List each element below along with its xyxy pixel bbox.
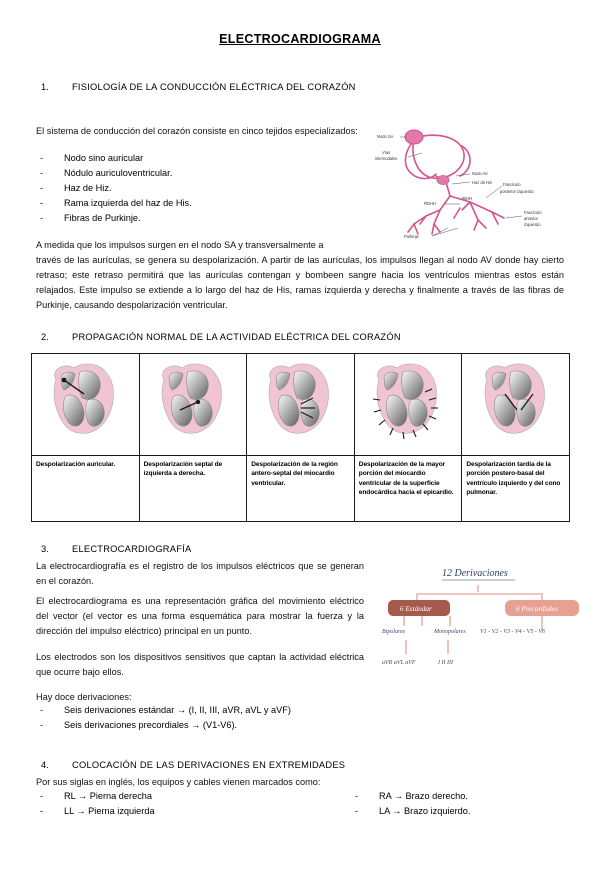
dash-bullet: - <box>40 153 44 163</box>
depolarization-panels-table <box>31 353 570 522</box>
list-item <box>0 181 340 196</box>
dash-bullet: - <box>40 182 44 193</box>
panel-figure-4 <box>354 354 462 456</box>
list-item-label: Rama izquierda del haz de His. <box>64 197 192 208</box>
monopolar-leads-label: aVR aVL aVF <box>382 660 416 666</box>
dash-bullet: - <box>40 167 44 178</box>
monopolar-label: Monopolares <box>434 629 466 635</box>
section4-list-left <box>0 789 300 819</box>
section3-paragraph-2: El electrocardiograma es una representación gráfica del movimiento eléctrico del vector (el vector es una forma esquemática para mostrar la fuerza y la dirección del impulso eléctrico) principal en un punto. <box>36 596 364 636</box>
panel-figure-3 <box>247 354 355 456</box>
label-left-bundle: RIHH <box>462 196 473 201</box>
panel-caption-4: Despolarización de la mayor porción del miocardio ventricular de la superficie endocárdica hacia el epicardio. <box>354 456 462 522</box>
table-row-figures <box>32 354 570 456</box>
list-item <box>0 789 300 804</box>
label-sa-node: Nodo SA <box>377 134 394 139</box>
label-av-node: Nodo AV <box>472 171 488 176</box>
section1-paragraph-2-line1: A medida que los impulsos surgen en el nodo SA y transversalmente a <box>36 240 324 250</box>
list-item <box>0 166 340 181</box>
section-heading-1 <box>0 82 600 92</box>
section-title-2: PROPAGACIÓN NORMAL DE LA ACTIVIDAD ELÉCTRICA DEL CORAZÓN <box>72 332 401 342</box>
label-right-bundle: RDHH <box>424 201 436 206</box>
label-internodal-1: Vías <box>382 150 391 155</box>
list-item <box>300 804 600 819</box>
panel-caption-3: Despolarización de la región antero-septal del miocardio ventricular. <box>247 456 355 522</box>
heart-icon-1 <box>40 358 130 446</box>
section4-paragraph-1: Por sus siglas en inglés, los equipos y cables vienen marcados como: <box>36 777 321 787</box>
heart-icon-4 <box>363 358 453 446</box>
dash-bullet: - <box>355 791 359 801</box>
list-item-label: Nódulo auriculoventricular. <box>64 167 173 178</box>
av-node-marker <box>437 176 449 185</box>
label-left-ant-fascicle-2: anterior <box>524 216 538 221</box>
dash-bullet: - <box>40 805 44 816</box>
precordial-derivations-label: 6 Precordiales <box>516 605 558 613</box>
list-item-label: LA → Brazo izquierdo. <box>379 805 471 816</box>
section1-paragraph-2-rest: través de las aurículas, se genera su despolarización. A partir de las aurículas, los impulsos llegan al nodo AV donde hay cierto retraso; este retraso permitirá que las aurículas contengan y bombeen sangre hacia los ventrículos mientras estos están relajados. Este impulso se extiende a lo largo del haz de His, ramas izquierda y derecha y finalmente a través de las fibras de Purkinje, causando despolarización ventricular. <box>36 254 564 310</box>
section3-paragraph-1: La electrocardiografía es el registro de los impulsos eléctricos que se generan en el corazón. <box>36 561 364 586</box>
panel-caption-5: Despolarización tardía de la porción postero-basal del ventrículo izquierdo y del cono pulmonar. <box>462 456 570 522</box>
dash-bullet: - <box>40 719 44 730</box>
sa-node-marker <box>405 130 423 144</box>
dash-bullet: - <box>40 791 44 801</box>
section-number-2: 2. <box>41 332 49 342</box>
list-item <box>0 718 340 733</box>
twelve-derivations-diagram <box>382 560 596 685</box>
list-item <box>300 789 600 804</box>
panel-caption-2: Despolarización septal de izquierda a derecha. <box>139 456 247 522</box>
list-item <box>0 211 340 226</box>
list-item <box>0 703 340 718</box>
panel-figure-2 <box>139 354 247 456</box>
label-left-post-fascicle-2: posterior izquierdo <box>500 189 534 194</box>
list-item <box>0 804 300 819</box>
section4-electrode-columns <box>0 789 600 819</box>
label-left-post-fascicle-1: Fascículo <box>503 182 521 187</box>
section4-list-right <box>300 789 600 819</box>
section-heading-3 <box>0 544 191 554</box>
precordial-leads-label: V1 - V2 - V3 - V4 - V5 - V6 <box>480 629 545 635</box>
conduction-labels <box>375 134 542 239</box>
list-item-label: RL → Pierna derecha <box>64 791 153 801</box>
label-purkinje: Purkinje <box>404 234 419 239</box>
section3-paragraph-3: Los electrodos son los dispositivos sensitivos que captan la actividad eléctrica que ocurre bajo ellos. <box>36 652 364 677</box>
list-item-label: Haz de Hiz. <box>64 182 112 193</box>
derivations-svg <box>382 560 596 685</box>
heart-icon-5 <box>471 358 561 446</box>
list-item-label: LL → Pierna izquierda <box>64 805 155 816</box>
list-item <box>0 151 340 166</box>
list-item-label: Fibras de Purkinje. <box>64 212 141 223</box>
section3-paragraph-4: Hay doce derivaciones: <box>36 692 132 702</box>
bipolar-label: Bipolares <box>382 629 406 635</box>
dash-bullet: - <box>40 705 44 715</box>
derivations-title: 12 Derivaciones <box>442 568 508 579</box>
label-his-bundle: Haz de His <box>472 180 493 185</box>
section1-paragraph-2 <box>36 238 564 313</box>
list-item-label: Seis derivaciones estándar → (I, II, III, aVR, aVL y aVF) <box>64 705 291 715</box>
heart-icon-2 <box>148 358 238 446</box>
document-page <box>0 32 600 880</box>
label-left-ant-fascicle-1: Fascículo <box>524 210 542 215</box>
list-item-label: Nodo sino auricular <box>64 153 144 163</box>
panel-figure-5 <box>462 354 570 456</box>
cardiac-conduction-diagram <box>374 124 596 240</box>
standard-derivations-label: 6 Estándar <box>400 605 432 613</box>
conduction-svg <box>374 124 596 240</box>
section-title-4: COLOCACIÓN DE LAS DERIVACIONES EN EXTREMIDADES <box>72 760 346 770</box>
section-number-3: 3. <box>41 544 49 554</box>
page-title: ELECTROCARDIOGRAMA <box>219 32 381 46</box>
panel-figure-1 <box>32 354 140 456</box>
dash-bullet: - <box>355 805 359 816</box>
section4-right-column <box>300 789 600 819</box>
section-number-4: 4. <box>41 760 49 770</box>
panel-caption-1: Despolarización auricular. <box>32 456 140 522</box>
section-heading-2 <box>0 332 401 342</box>
section-number-1: 1. <box>41 82 49 92</box>
section-title-3: ELECTROCARDIOGRAFÍA <box>72 544 192 554</box>
list-item-label: Seis derivaciones precordiales → (V1-V6). <box>64 719 238 730</box>
section-title-1: FISIOLOGÍA DE LA CONDUCCIÓN ELÉCTRICA DEL CORAZÓN <box>72 82 356 92</box>
heart-icon-3 <box>255 358 345 446</box>
dash-bullet: - <box>40 212 44 223</box>
bipolar-leads-label: I II III <box>438 660 453 666</box>
table-row-captions <box>32 456 570 522</box>
section1-paragraph-1: El sistema de conducción del corazón consiste en cinco tejidos especializados: <box>36 126 358 136</box>
section4-left-column <box>0 789 300 819</box>
list-item-label: RA → Brazo derecho. <box>379 791 468 801</box>
section1-tissue-list <box>0 151 340 226</box>
section-heading-4 <box>0 760 345 770</box>
label-internodal-2: internodales <box>375 156 398 161</box>
list-item <box>0 196 340 211</box>
label-left-ant-fascicle-3: izquierdo <box>524 222 541 227</box>
section3-derivations-list <box>0 703 340 733</box>
dash-bullet: - <box>40 197 44 208</box>
